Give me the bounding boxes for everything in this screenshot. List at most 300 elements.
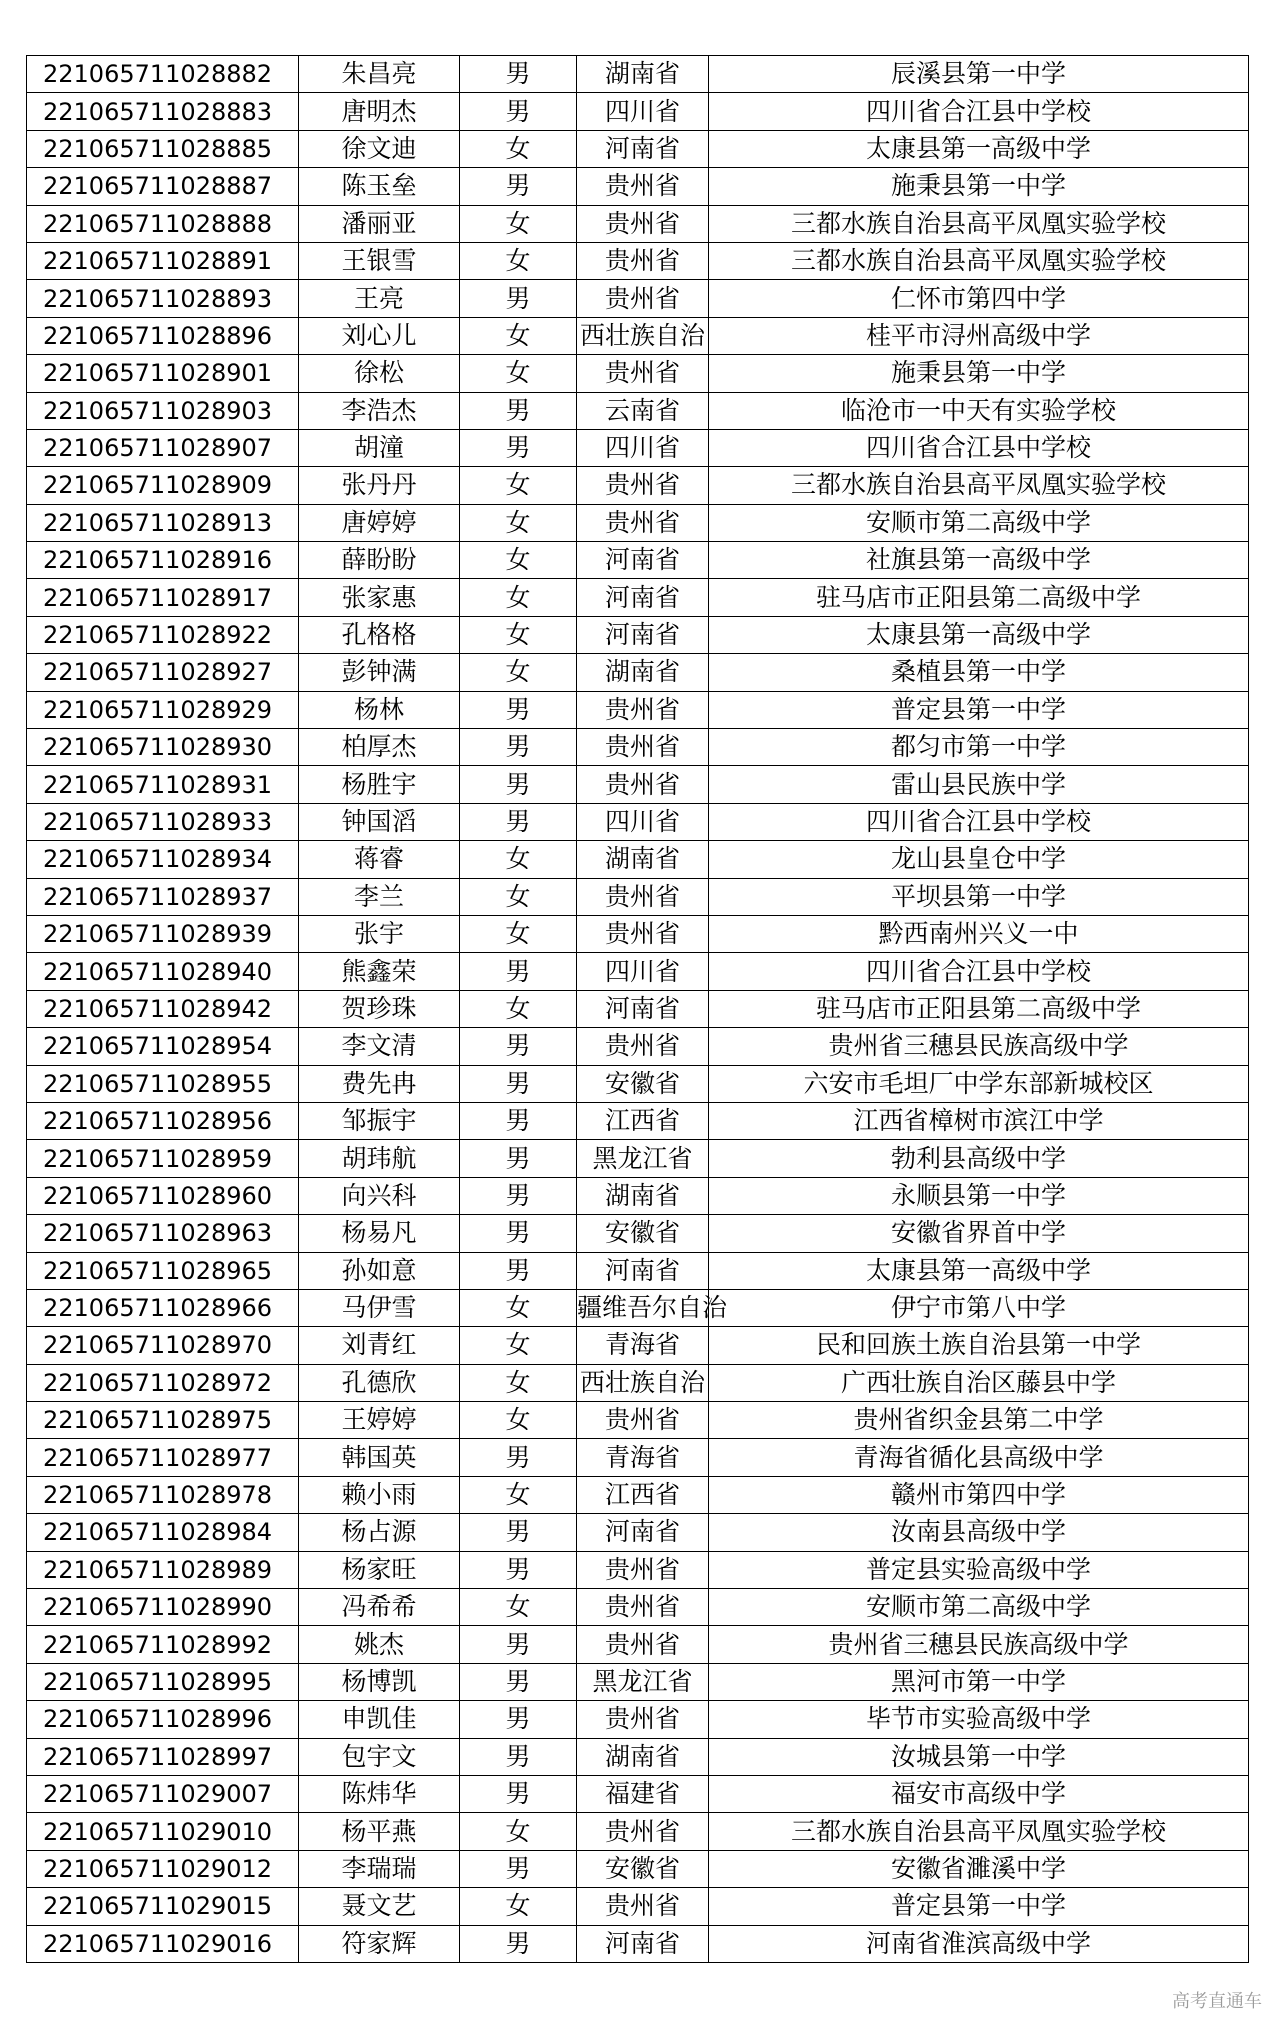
gender-cell: 男 <box>460 1626 577 1663</box>
school-cell: 太康县第一高级中学 <box>709 616 1249 653</box>
province-cell: 河南省 <box>577 616 709 653</box>
province-cell: 安徽省 <box>577 1065 709 1102</box>
name-cell: 杨博凯 <box>299 1663 460 1700</box>
admission-list-table <box>26 55 1249 1963</box>
school-cell: 汝南县高级中学 <box>709 1514 1249 1551</box>
school-cell: 临沧市一中天有实验学校 <box>709 392 1249 429</box>
table-row <box>27 280 1249 317</box>
exam-number-cell: 221065711028903 <box>27 392 299 429</box>
table-row <box>27 1925 1249 1962</box>
gender-cell: 男 <box>460 429 577 466</box>
name-cell: 张丹丹 <box>299 467 460 504</box>
table-row <box>27 1028 1249 1065</box>
province-cell: 河南省 <box>577 1925 709 1962</box>
school-cell: 六安市毛坦厂中学东部新城校区 <box>709 1065 1249 1102</box>
exam-number-cell: 221065711028882 <box>27 56 299 93</box>
school-cell: 普定县实验高级中学 <box>709 1551 1249 1588</box>
school-cell: 伊宁市第八中学 <box>709 1289 1249 1326</box>
name-cell: 孔德欣 <box>299 1364 460 1401</box>
gender-cell: 女 <box>460 1402 577 1439</box>
gender-cell: 男 <box>460 1775 577 1812</box>
exam-number-cell: 221065711028913 <box>27 504 299 541</box>
table-row <box>27 504 1249 541</box>
table-row <box>27 1439 1249 1476</box>
name-cell: 孙如意 <box>299 1252 460 1289</box>
table-row <box>27 1102 1249 1139</box>
table-body <box>27 56 1249 1963</box>
gender-cell: 女 <box>460 1364 577 1401</box>
exam-number-cell: 221065711028955 <box>27 1065 299 1102</box>
name-cell: 陈玉垒 <box>299 168 460 205</box>
name-cell: 孔格格 <box>299 616 460 653</box>
name-cell: 李瑞瑞 <box>299 1850 460 1887</box>
school-cell: 普定县第一中学 <box>709 1888 1249 1925</box>
gender-cell: 女 <box>460 1327 577 1364</box>
exam-number-cell: 221065711028929 <box>27 691 299 728</box>
exam-number-cell: 221065711028934 <box>27 841 299 878</box>
name-cell: 唐婷婷 <box>299 504 460 541</box>
school-cell: 贵州省织金县第二中学 <box>709 1402 1249 1439</box>
exam-number-cell: 221065711028984 <box>27 1514 299 1551</box>
gender-cell: 女 <box>460 990 577 1027</box>
school-cell: 驻马店市正阳县第二高级中学 <box>709 579 1249 616</box>
exam-number-cell: 221065711028922 <box>27 616 299 653</box>
school-cell: 四川省合江县中学校 <box>709 803 1249 840</box>
province-cell: 黑龙江省 <box>577 1663 709 1700</box>
gender-cell: 男 <box>460 691 577 728</box>
school-cell: 江西省樟树市滨江中学 <box>709 1102 1249 1139</box>
name-cell: 钟国滔 <box>299 803 460 840</box>
province-cell: 安徽省 <box>577 1215 709 1252</box>
gender-cell: 女 <box>460 130 577 167</box>
school-cell: 都匀市第一中学 <box>709 729 1249 766</box>
exam-number-cell: 221065711028954 <box>27 1028 299 1065</box>
school-cell: 三都水族自治县高平凤凰实验学校 <box>709 467 1249 504</box>
name-cell: 蒋睿 <box>299 841 460 878</box>
name-cell: 杨平燕 <box>299 1813 460 1850</box>
school-cell: 贵州省三穗县民族高级中学 <box>709 1626 1249 1663</box>
school-cell: 施秉县第一中学 <box>709 168 1249 205</box>
exam-number-cell: 221065711029010 <box>27 1813 299 1850</box>
gender-cell: 男 <box>460 1514 577 1551</box>
province-cell: 河南省 <box>577 1514 709 1551</box>
exam-number-cell: 221065711028891 <box>27 242 299 279</box>
exam-number-cell: 221065711028907 <box>27 429 299 466</box>
exam-number-cell: 221065711029012 <box>27 1850 299 1887</box>
table-row <box>27 1888 1249 1925</box>
name-cell: 邹振宇 <box>299 1102 460 1139</box>
table-row <box>27 1663 1249 1700</box>
gender-cell: 女 <box>460 1813 577 1850</box>
exam-number-cell: 221065711028937 <box>27 878 299 915</box>
province-cell: 河南省 <box>577 579 709 616</box>
table-row <box>27 1252 1249 1289</box>
table-row <box>27 766 1249 803</box>
school-cell: 龙山县皇仓中学 <box>709 841 1249 878</box>
gender-cell: 男 <box>460 1925 577 1962</box>
province-cell: 四川省 <box>577 93 709 130</box>
gender-cell: 男 <box>460 1140 577 1177</box>
gender-cell: 男 <box>460 1663 577 1700</box>
gender-cell: 女 <box>460 915 577 952</box>
province-cell: 安徽省 <box>577 1850 709 1887</box>
table-row <box>27 242 1249 279</box>
gender-cell: 女 <box>460 242 577 279</box>
school-cell: 毕节市实验高级中学 <box>709 1701 1249 1738</box>
exam-number-cell: 221065711028992 <box>27 1626 299 1663</box>
province-cell: 湖南省 <box>577 654 709 691</box>
exam-number-cell: 221065711028975 <box>27 1402 299 1439</box>
province-cell: 四川省 <box>577 953 709 990</box>
school-cell: 三都水族自治县高平凤凰实验学校 <box>709 1813 1249 1850</box>
gender-cell: 男 <box>460 1701 577 1738</box>
exam-number-cell: 221065711028916 <box>27 542 299 579</box>
province-cell: 贵州省 <box>577 467 709 504</box>
province-cell: 四川省 <box>577 803 709 840</box>
school-cell: 福安市高级中学 <box>709 1775 1249 1812</box>
table-row <box>27 953 1249 990</box>
school-cell: 永顺县第一中学 <box>709 1177 1249 1214</box>
table-row <box>27 915 1249 952</box>
exam-number-cell: 221065711028972 <box>27 1364 299 1401</box>
exam-number-cell: 221065711029015 <box>27 1888 299 1925</box>
table-row <box>27 616 1249 653</box>
school-cell: 黔西南州兴义一中 <box>709 915 1249 952</box>
name-cell: 贺珍珠 <box>299 990 460 1027</box>
table-row <box>27 1476 1249 1513</box>
gender-cell: 女 <box>460 616 577 653</box>
table-row <box>27 841 1249 878</box>
name-cell: 王婷婷 <box>299 1402 460 1439</box>
name-cell: 彭钟满 <box>299 654 460 691</box>
name-cell: 李浩杰 <box>299 392 460 429</box>
gender-cell: 女 <box>460 1476 577 1513</box>
school-cell: 民和回族土族自治县第一中学 <box>709 1327 1249 1364</box>
table-row <box>27 1551 1249 1588</box>
table-row <box>27 1514 1249 1551</box>
province-cell: 贵州省 <box>577 878 709 915</box>
gender-cell: 女 <box>460 504 577 541</box>
school-cell: 汝城县第一中学 <box>709 1738 1249 1775</box>
province-cell: 湖南省 <box>577 56 709 93</box>
exam-number-cell: 221065711028956 <box>27 1102 299 1139</box>
name-cell: 姚杰 <box>299 1626 460 1663</box>
school-cell: 广西壮族自治区藤县中学 <box>709 1364 1249 1401</box>
name-cell: 薛盼盼 <box>299 542 460 579</box>
gender-cell: 女 <box>460 205 577 242</box>
table-row <box>27 168 1249 205</box>
province-cell: 青海省 <box>577 1439 709 1476</box>
name-cell: 韩国英 <box>299 1439 460 1476</box>
province-cell: 贵州省 <box>577 1626 709 1663</box>
table-row <box>27 1626 1249 1663</box>
province-cell: 贵州省 <box>577 1402 709 1439</box>
gender-cell: 女 <box>460 878 577 915</box>
gender-cell: 男 <box>460 1252 577 1289</box>
table-row <box>27 542 1249 579</box>
gender-cell: 女 <box>460 1589 577 1626</box>
province-cell: 江西省 <box>577 1476 709 1513</box>
table-row <box>27 355 1249 392</box>
table-row <box>27 429 1249 466</box>
name-cell: 聂文艺 <box>299 1888 460 1925</box>
name-cell: 刘心儿 <box>299 317 460 354</box>
province-cell: 贵州省 <box>577 1028 709 1065</box>
gender-cell: 男 <box>460 1102 577 1139</box>
school-cell: 施秉县第一中学 <box>709 355 1249 392</box>
exam-number-cell: 221065711028959 <box>27 1140 299 1177</box>
name-cell: 朱昌亮 <box>299 56 460 93</box>
table-row <box>27 1364 1249 1401</box>
table-row <box>27 654 1249 691</box>
table-row <box>27 1289 1249 1326</box>
exam-number-cell: 221065711028970 <box>27 1327 299 1364</box>
gender-cell: 男 <box>460 1551 577 1588</box>
name-cell: 冯希希 <box>299 1589 460 1626</box>
province-cell: 贵州省 <box>577 1888 709 1925</box>
school-cell: 三都水族自治县高平凤凰实验学校 <box>709 205 1249 242</box>
province-cell: 河南省 <box>577 1252 709 1289</box>
exam-number-cell: 221065711028930 <box>27 729 299 766</box>
gender-cell: 男 <box>460 1439 577 1476</box>
province-cell: 贵州省 <box>577 205 709 242</box>
gender-cell: 女 <box>460 841 577 878</box>
exam-number-cell: 221065711028996 <box>27 1701 299 1738</box>
name-cell: 王亮 <box>299 280 460 317</box>
watermark-text: 高考直通车 <box>1172 1991 1262 2012</box>
province-cell: 河南省 <box>577 130 709 167</box>
province-cell: 四川省 <box>577 429 709 466</box>
name-cell: 熊鑫荣 <box>299 953 460 990</box>
province-cell: 疆维吾尔自治 <box>577 1289 709 1326</box>
gender-cell: 男 <box>460 168 577 205</box>
province-cell: 贵州省 <box>577 915 709 952</box>
exam-number-cell: 221065711028939 <box>27 915 299 952</box>
province-cell: 河南省 <box>577 542 709 579</box>
exam-number-cell: 221065711028960 <box>27 1177 299 1214</box>
school-cell: 社旗县第一高级中学 <box>709 542 1249 579</box>
gender-cell: 男 <box>460 1065 577 1102</box>
gender-cell: 女 <box>460 467 577 504</box>
school-cell: 勃利县高级中学 <box>709 1140 1249 1177</box>
name-cell: 徐文迪 <box>299 130 460 167</box>
school-cell: 平坝县第一中学 <box>709 878 1249 915</box>
school-cell: 驻马店市正阳县第二高级中学 <box>709 990 1249 1027</box>
exam-number-cell: 221065711028927 <box>27 654 299 691</box>
name-cell: 费先冉 <box>299 1065 460 1102</box>
exam-number-cell: 221065711028995 <box>27 1663 299 1700</box>
name-cell: 胡潼 <box>299 429 460 466</box>
table-row <box>27 878 1249 915</box>
name-cell: 潘丽亚 <box>299 205 460 242</box>
school-cell: 赣州市第四中学 <box>709 1476 1249 1513</box>
table-row <box>27 93 1249 130</box>
province-cell: 江西省 <box>577 1102 709 1139</box>
table-row <box>27 56 1249 93</box>
school-cell: 贵州省三穗县民族高级中学 <box>709 1028 1249 1065</box>
exam-number-cell: 221065711028933 <box>27 803 299 840</box>
province-cell: 贵州省 <box>577 691 709 728</box>
name-cell: 杨易凡 <box>299 1215 460 1252</box>
school-cell: 雷山县民族中学 <box>709 766 1249 803</box>
gender-cell: 男 <box>460 1850 577 1887</box>
name-cell: 陈炜华 <box>299 1775 460 1812</box>
gender-cell: 男 <box>460 1028 577 1065</box>
exam-number-cell: 221065711028997 <box>27 1738 299 1775</box>
gender-cell: 男 <box>460 1177 577 1214</box>
province-cell: 云南省 <box>577 392 709 429</box>
school-cell: 辰溪县第一中学 <box>709 56 1249 93</box>
school-cell: 四川省合江县中学校 <box>709 953 1249 990</box>
name-cell: 杨林 <box>299 691 460 728</box>
school-cell: 仁怀市第四中学 <box>709 280 1249 317</box>
school-cell: 安顺市第二高级中学 <box>709 1589 1249 1626</box>
exam-number-cell: 221065711028942 <box>27 990 299 1027</box>
province-cell: 湖南省 <box>577 1177 709 1214</box>
name-cell: 李兰 <box>299 878 460 915</box>
province-cell: 青海省 <box>577 1327 709 1364</box>
name-cell: 赖小雨 <box>299 1476 460 1513</box>
table-row <box>27 803 1249 840</box>
exam-number-cell: 221065711028978 <box>27 1476 299 1513</box>
exam-number-cell: 221065711028901 <box>27 355 299 392</box>
name-cell: 符家辉 <box>299 1925 460 1962</box>
table-row <box>27 1850 1249 1887</box>
table-row <box>27 1738 1249 1775</box>
exam-number-cell: 221065711028965 <box>27 1252 299 1289</box>
gender-cell: 男 <box>460 280 577 317</box>
gender-cell: 男 <box>460 953 577 990</box>
province-cell: 贵州省 <box>577 1813 709 1850</box>
gender-cell: 男 <box>460 729 577 766</box>
table-row <box>27 990 1249 1027</box>
province-cell: 贵州省 <box>577 242 709 279</box>
table-row <box>27 1589 1249 1626</box>
gender-cell: 男 <box>460 56 577 93</box>
name-cell: 胡玮航 <box>299 1140 460 1177</box>
gender-cell: 女 <box>460 355 577 392</box>
gender-cell: 女 <box>460 1289 577 1326</box>
table-row <box>27 1215 1249 1252</box>
table-row <box>27 1775 1249 1812</box>
province-cell: 贵州省 <box>577 168 709 205</box>
school-cell: 安顺市第二高级中学 <box>709 504 1249 541</box>
name-cell: 杨家旺 <box>299 1551 460 1588</box>
province-cell: 西壮族自治 <box>577 1364 709 1401</box>
table-row <box>27 1701 1249 1738</box>
exam-number-cell: 221065711028888 <box>27 205 299 242</box>
province-cell: 贵州省 <box>577 1551 709 1588</box>
exam-number-cell: 221065711028917 <box>27 579 299 616</box>
name-cell: 柏厚杰 <box>299 729 460 766</box>
exam-number-cell: 221065711029016 <box>27 1925 299 1962</box>
school-cell: 太康县第一高级中学 <box>709 1252 1249 1289</box>
province-cell: 湖南省 <box>577 841 709 878</box>
table-row <box>27 691 1249 728</box>
school-cell: 安徽省界首中学 <box>709 1215 1249 1252</box>
school-cell: 青海省循化县高级中学 <box>709 1439 1249 1476</box>
school-cell: 桂平市浔州高级中学 <box>709 317 1249 354</box>
school-cell: 四川省合江县中学校 <box>709 429 1249 466</box>
province-cell: 贵州省 <box>577 766 709 803</box>
table-row <box>27 1813 1249 1850</box>
school-cell: 安徽省濉溪中学 <box>709 1850 1249 1887</box>
table-row <box>27 1140 1249 1177</box>
gender-cell: 男 <box>460 93 577 130</box>
exam-number-cell: 221065711028931 <box>27 766 299 803</box>
name-cell: 张家惠 <box>299 579 460 616</box>
exam-number-cell: 221065711028940 <box>27 953 299 990</box>
name-cell: 唐明杰 <box>299 93 460 130</box>
exam-number-cell: 221065711029007 <box>27 1775 299 1812</box>
school-cell: 普定县第一中学 <box>709 691 1249 728</box>
name-cell: 张宇 <box>299 915 460 952</box>
province-cell: 福建省 <box>577 1775 709 1812</box>
exam-number-cell: 221065711028989 <box>27 1551 299 1588</box>
school-cell: 桑植县第一中学 <box>709 654 1249 691</box>
school-cell: 黑河市第一中学 <box>709 1663 1249 1700</box>
school-cell: 河南省淮滨高级中学 <box>709 1925 1249 1962</box>
gender-cell: 女 <box>460 1888 577 1925</box>
name-cell: 徐松 <box>299 355 460 392</box>
table-row <box>27 1177 1249 1214</box>
name-cell: 王银雪 <box>299 242 460 279</box>
gender-cell: 男 <box>460 766 577 803</box>
gender-cell: 女 <box>460 654 577 691</box>
table-row <box>27 130 1249 167</box>
province-cell: 贵州省 <box>577 1701 709 1738</box>
province-cell: 贵州省 <box>577 355 709 392</box>
name-cell: 申凯佳 <box>299 1701 460 1738</box>
exam-number-cell: 221065711028887 <box>27 168 299 205</box>
table-row <box>27 1402 1249 1439</box>
exam-number-cell: 221065711028885 <box>27 130 299 167</box>
exam-number-cell: 221065711028990 <box>27 1589 299 1626</box>
table-row <box>27 205 1249 242</box>
gender-cell: 男 <box>460 803 577 840</box>
table-row <box>27 317 1249 354</box>
province-cell: 黑龙江省 <box>577 1140 709 1177</box>
exam-number-cell: 221065711028977 <box>27 1439 299 1476</box>
table-row <box>27 729 1249 766</box>
exam-number-cell: 221065711028883 <box>27 93 299 130</box>
province-cell: 湖南省 <box>577 1738 709 1775</box>
name-cell: 刘青红 <box>299 1327 460 1364</box>
province-cell: 贵州省 <box>577 504 709 541</box>
name-cell: 杨占源 <box>299 1514 460 1551</box>
table-row <box>27 392 1249 429</box>
province-cell: 贵州省 <box>577 729 709 766</box>
name-cell: 杨胜宇 <box>299 766 460 803</box>
gender-cell: 女 <box>460 542 577 579</box>
table-row <box>27 1327 1249 1364</box>
province-cell: 西壮族自治 <box>577 317 709 354</box>
province-cell: 贵州省 <box>577 1589 709 1626</box>
exam-number-cell: 221065711028909 <box>27 467 299 504</box>
gender-cell: 男 <box>460 1215 577 1252</box>
name-cell: 包宇文 <box>299 1738 460 1775</box>
gender-cell: 男 <box>460 392 577 429</box>
province-cell: 河南省 <box>577 990 709 1027</box>
name-cell: 向兴科 <box>299 1177 460 1214</box>
province-cell: 贵州省 <box>577 280 709 317</box>
exam-number-cell: 221065711028896 <box>27 317 299 354</box>
gender-cell: 男 <box>460 1738 577 1775</box>
school-cell: 四川省合江县中学校 <box>709 93 1249 130</box>
table-row <box>27 467 1249 504</box>
school-cell: 三都水族自治县高平凤凰实验学校 <box>709 242 1249 279</box>
gender-cell: 女 <box>460 317 577 354</box>
